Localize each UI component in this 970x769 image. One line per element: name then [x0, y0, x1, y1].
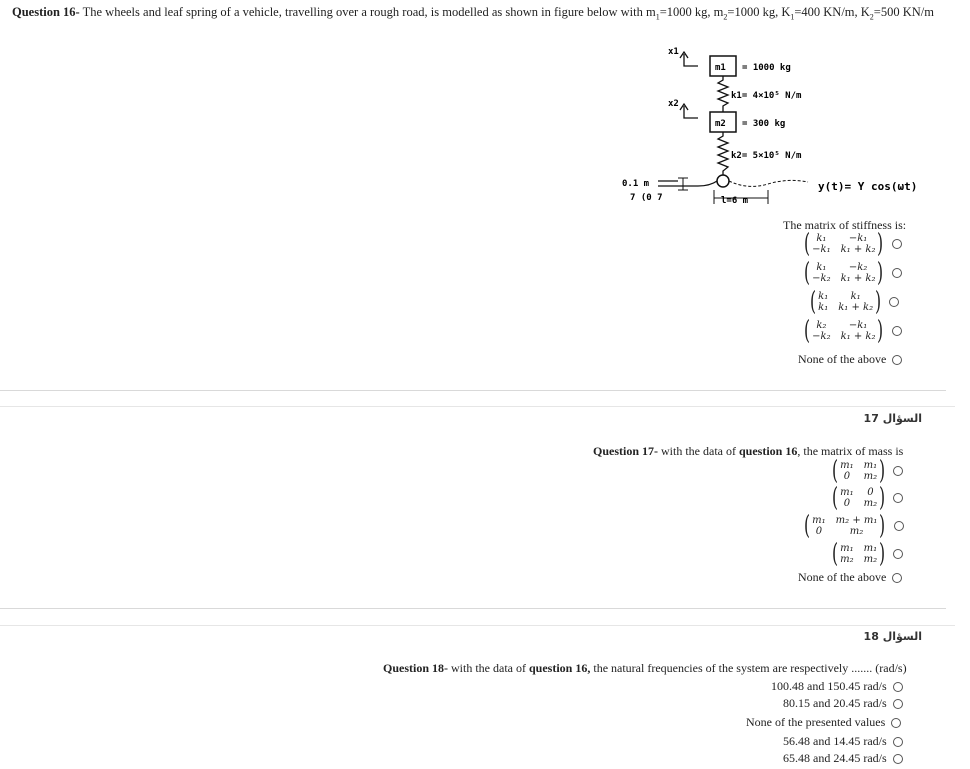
- cell: m₁: [812, 515, 826, 526]
- q17-radio-2[interactable]: [893, 493, 903, 503]
- q17-radio-5[interactable]: [892, 573, 902, 583]
- q17-radio-1[interactable]: [893, 466, 903, 476]
- wheel: [717, 175, 729, 187]
- q16-option-4[interactable]: [802, 316, 902, 346]
- cell: m₂: [863, 471, 878, 482]
- mass-matrix-option-2: ( m₁ 0 0 m₂ ): [832, 483, 886, 513]
- spring-k2: [718, 132, 728, 176]
- separator: [0, 390, 946, 391]
- q18-option-label: 65.48 and 24.45 rad/s: [783, 751, 887, 765]
- q18-option-1[interactable]: [771, 679, 903, 694]
- vehicle-model-figure: [618, 40, 918, 215]
- m2-value: = 300 kg: [742, 119, 786, 129]
- cell: m₁: [840, 543, 854, 554]
- length-label: l=6 m: [721, 196, 749, 206]
- road-profile: [729, 180, 808, 186]
- question-18-number: السؤال 18: [863, 630, 922, 643]
- question-17-text-b: , the matrix of mass is: [797, 444, 904, 458]
- q18-radio-3[interactable]: [891, 718, 901, 728]
- cell: m₂ + m₁: [835, 515, 878, 526]
- question-17-label: Question 17-: [593, 444, 659, 458]
- question-17-text: [593, 444, 903, 459]
- question-16-label: Question 16-: [12, 5, 80, 19]
- q18-option-4[interactable]: [783, 734, 903, 749]
- cell: k₁: [818, 291, 829, 302]
- road-left: [658, 181, 717, 186]
- cell: 0: [815, 526, 823, 537]
- question-16-body: The wheels and leaf spring of a vehicle, travelling over a rough road, is modelled as shown in figure below with $m_1=1000$ kg, $m_2=1000$ kg, $K_1=400$ KN/m, $K_2=500$ KN/m: [82, 5, 934, 22]
- question-18-ref: question 16,: [529, 661, 591, 675]
- cell: k₁: [816, 233, 827, 244]
- q17-none-label: None of the above: [798, 570, 887, 584]
- stiffness-matrix-option-1: ( k₁ −k₁ −k₁ k₁ + k₂ ): [804, 229, 884, 259]
- question-17-text-a: with the data of: [658, 444, 739, 458]
- x2-label: x2: [668, 99, 679, 109]
- ground-sublabel: 7 (0 7: [630, 193, 663, 203]
- cell: 0: [843, 498, 851, 509]
- cell: −k₁: [848, 320, 868, 331]
- q18-option-label: None of the presented values: [746, 715, 886, 729]
- q18-option-label: 56.48 and 14.45 rad/s: [783, 734, 887, 748]
- q17-option-2[interactable]: [830, 483, 903, 513]
- q18-option-5[interactable]: [783, 751, 903, 766]
- cell: k₁ + k₂: [840, 331, 876, 342]
- mass-matrix-option-3: ( m₁ m₂ + m₁ 0 m₂ ): [804, 511, 886, 541]
- q18-radio-1[interactable]: [893, 682, 903, 692]
- k2-label: k2= 5×10⁵ N/m: [731, 151, 802, 161]
- question-18-text: [383, 661, 907, 676]
- cell: k₁: [816, 262, 827, 273]
- cell: m₁: [840, 487, 854, 498]
- cell: k₁ + k₂: [838, 302, 874, 313]
- cell: m₁: [863, 460, 878, 471]
- q16-option-3[interactable]: [808, 287, 899, 317]
- q18-radio-2[interactable]: [893, 699, 903, 709]
- q16-radio-4[interactable]: [892, 326, 902, 336]
- q18-option-label: 100.48 and 150.45 rad/s: [771, 679, 887, 693]
- cell: −k₂: [848, 262, 868, 273]
- question-16-text: [12, 5, 934, 22]
- q18-option-3[interactable]: [746, 715, 901, 730]
- question-18-text-b: the natural frequencies of the system are respectively ....... (rad/s): [590, 661, 907, 675]
- cell: −k₂: [812, 331, 831, 342]
- q16-radio-5[interactable]: [892, 355, 902, 365]
- ground-label: 0.1 m: [622, 179, 650, 189]
- cell: m₁: [840, 460, 854, 471]
- cell: m₂: [863, 554, 878, 565]
- m1-label: m1: [715, 63, 726, 73]
- cell: −k₁: [812, 244, 831, 255]
- cell: k₁ + k₂: [840, 244, 876, 255]
- m1-value: = 1000 kg: [742, 63, 791, 73]
- cell: m₂: [840, 554, 854, 565]
- q16-none-label: None of the above: [798, 352, 887, 366]
- q17-option-none[interactable]: [798, 570, 902, 585]
- spring-k1: [718, 76, 728, 114]
- q18-radio-5[interactable]: [893, 754, 903, 764]
- cell: k₂: [816, 320, 827, 331]
- separator: [0, 608, 946, 609]
- question-17-ref: question 16: [739, 444, 798, 458]
- cell: 0: [867, 487, 874, 498]
- q17-option-4[interactable]: [830, 539, 903, 569]
- cell: m₁: [863, 543, 878, 554]
- question-16-prompt: The matrix of stiffness is:: [783, 218, 907, 232]
- q16-option-none[interactable]: [798, 352, 902, 367]
- q18-radio-4[interactable]: [893, 737, 903, 747]
- mass-matrix-option-4: ( m₁ m₁ m₂ m₂ ): [832, 539, 886, 569]
- yt-label: y(t)= Y cos(ωt): [818, 180, 918, 193]
- q16-option-2[interactable]: [802, 258, 902, 288]
- cell: m₂: [849, 526, 864, 537]
- q16-radio-2[interactable]: [892, 268, 902, 278]
- q16-radio-1[interactable]: [892, 239, 902, 249]
- separator: [0, 625, 955, 626]
- question-18-label: Question 18-: [383, 661, 449, 675]
- question-18-text-a: with the data of: [448, 661, 529, 675]
- m2-label: m2: [715, 119, 726, 129]
- cell: k₁ + k₂: [840, 273, 876, 284]
- cell: k₁: [818, 302, 829, 313]
- cell: 0: [843, 471, 851, 482]
- q16-radio-3[interactable]: [889, 297, 899, 307]
- cell: −k₁: [848, 233, 868, 244]
- q17-option-3[interactable]: [802, 511, 904, 541]
- x1-label: x1: [668, 47, 679, 57]
- q16-option-1[interactable]: [802, 229, 902, 259]
- stiffness-matrix-option-3: ( k₁ k₁ k₁ k₁ + k₂ ): [810, 287, 882, 317]
- cell: k₁: [850, 291, 861, 302]
- q17-radio-4[interactable]: [893, 549, 903, 559]
- q18-option-label: 80.15 and 20.45 rad/s: [783, 696, 887, 710]
- separator: [0, 406, 955, 407]
- mass-matrix-option-1: ( m₁ m₁ 0 m₂ ): [832, 456, 886, 486]
- stiffness-matrix-option-2: ( k₁ −k₂ −k₂ k₁ + k₂ ): [804, 258, 884, 288]
- question-17-number: السؤال 17: [863, 412, 922, 425]
- q17-radio-3[interactable]: [894, 521, 904, 531]
- cell: m₂: [863, 498, 878, 509]
- k1-label: k1= 4×10⁵ N/m: [731, 91, 802, 101]
- q17-option-1[interactable]: [830, 456, 903, 486]
- q18-option-2[interactable]: [783, 696, 903, 711]
- cell: −k₂: [812, 273, 831, 284]
- stiffness-matrix-option-4: ( k₂ −k₁ −k₂ k₁ + k₂ ): [804, 316, 884, 346]
